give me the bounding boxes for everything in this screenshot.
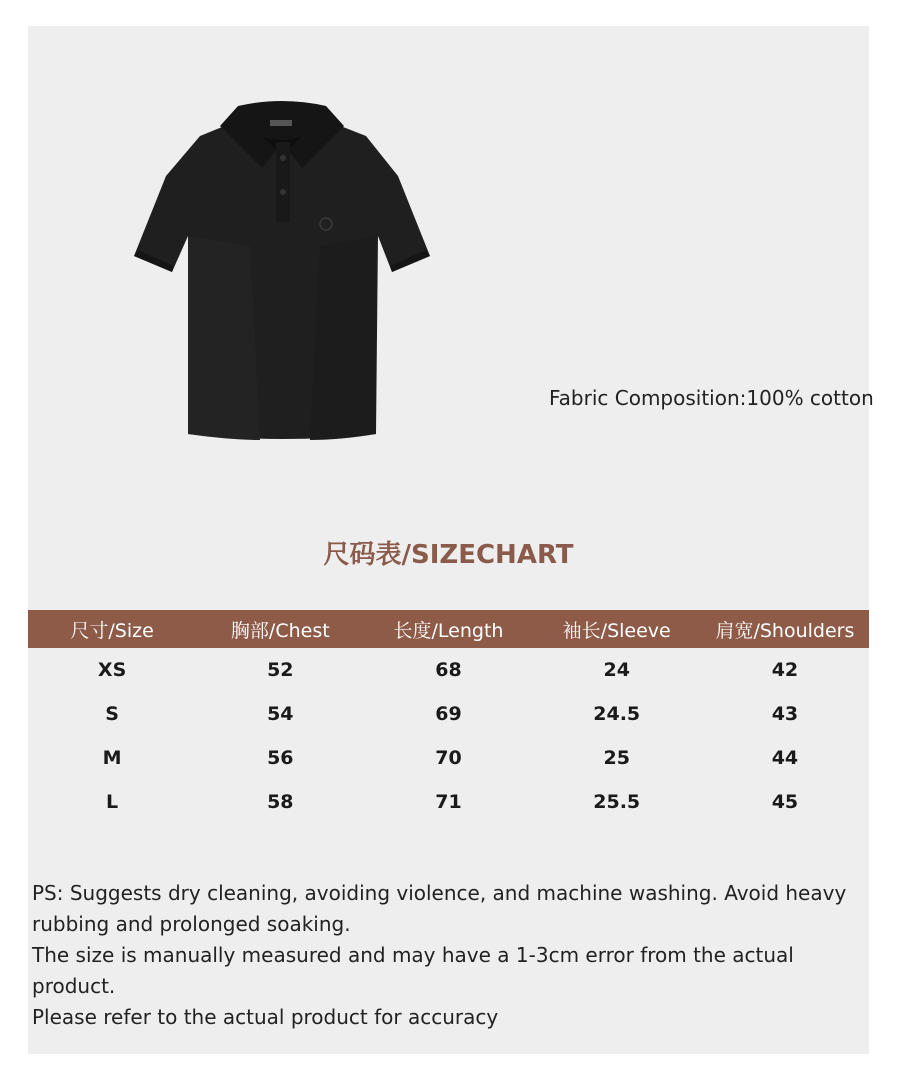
polo-shirt-image: [130, 96, 434, 444]
cell-length: 69: [435, 703, 462, 725]
care-note-line: Please refer to the actual product for accuracy: [32, 1005, 499, 1029]
cell-chest: 54: [267, 703, 294, 725]
cell-chest: 52: [267, 659, 294, 681]
cell-shoulders: 42: [771, 659, 799, 681]
cell-shoulders: 44: [771, 747, 799, 769]
table-row: [28, 692, 869, 736]
cell-length: 70: [435, 747, 462, 769]
cell-length: 71: [435, 791, 462, 813]
cell-size: XS: [97, 659, 127, 681]
size-chart-title: 尺码表/SIZECHART: [323, 540, 574, 570]
cell-size: L: [106, 791, 119, 813]
cell-sleeve: 24.5: [593, 703, 641, 725]
size-chart-header: [28, 610, 869, 648]
fabric-composition: Fabric Composition:100% cotton: [549, 386, 874, 410]
header-size: 尺寸/Size: [70, 619, 154, 642]
care-notes: [32, 878, 862, 1033]
header-chest: 胸部/Chest: [230, 619, 330, 642]
cell-chest: 58: [267, 791, 294, 813]
product-panel: [28, 26, 874, 1054]
table-row: [28, 736, 869, 780]
table-row: [28, 780, 869, 824]
cell-size: S: [105, 703, 119, 725]
size-chart-table: [28, 610, 869, 824]
cell-sleeve: 25: [603, 747, 630, 769]
cell-sleeve: 25.5: [593, 791, 641, 813]
care-note-line: PS: Suggests dry cleaning, avoiding violence, and machine washing. Avoid heavy rubbing and prolonged soaking.: [32, 881, 847, 936]
care-note-line: The size is manually measured and may have a 1-3cm error from the actual product.: [32, 943, 794, 998]
cell-sleeve: 24: [603, 659, 630, 681]
header-length: 长度/Length: [393, 619, 504, 642]
header-shoulders: 肩宽/Shoulders: [715, 619, 855, 642]
cell-shoulders: 45: [771, 791, 799, 813]
cell-size: M: [102, 747, 122, 769]
cell-length: 68: [435, 659, 462, 681]
header-sleeve: 袖长/Sleeve: [562, 619, 671, 642]
cell-chest: 56: [267, 747, 294, 769]
cell-shoulders: 43: [771, 703, 799, 725]
table-row: [28, 648, 869, 692]
